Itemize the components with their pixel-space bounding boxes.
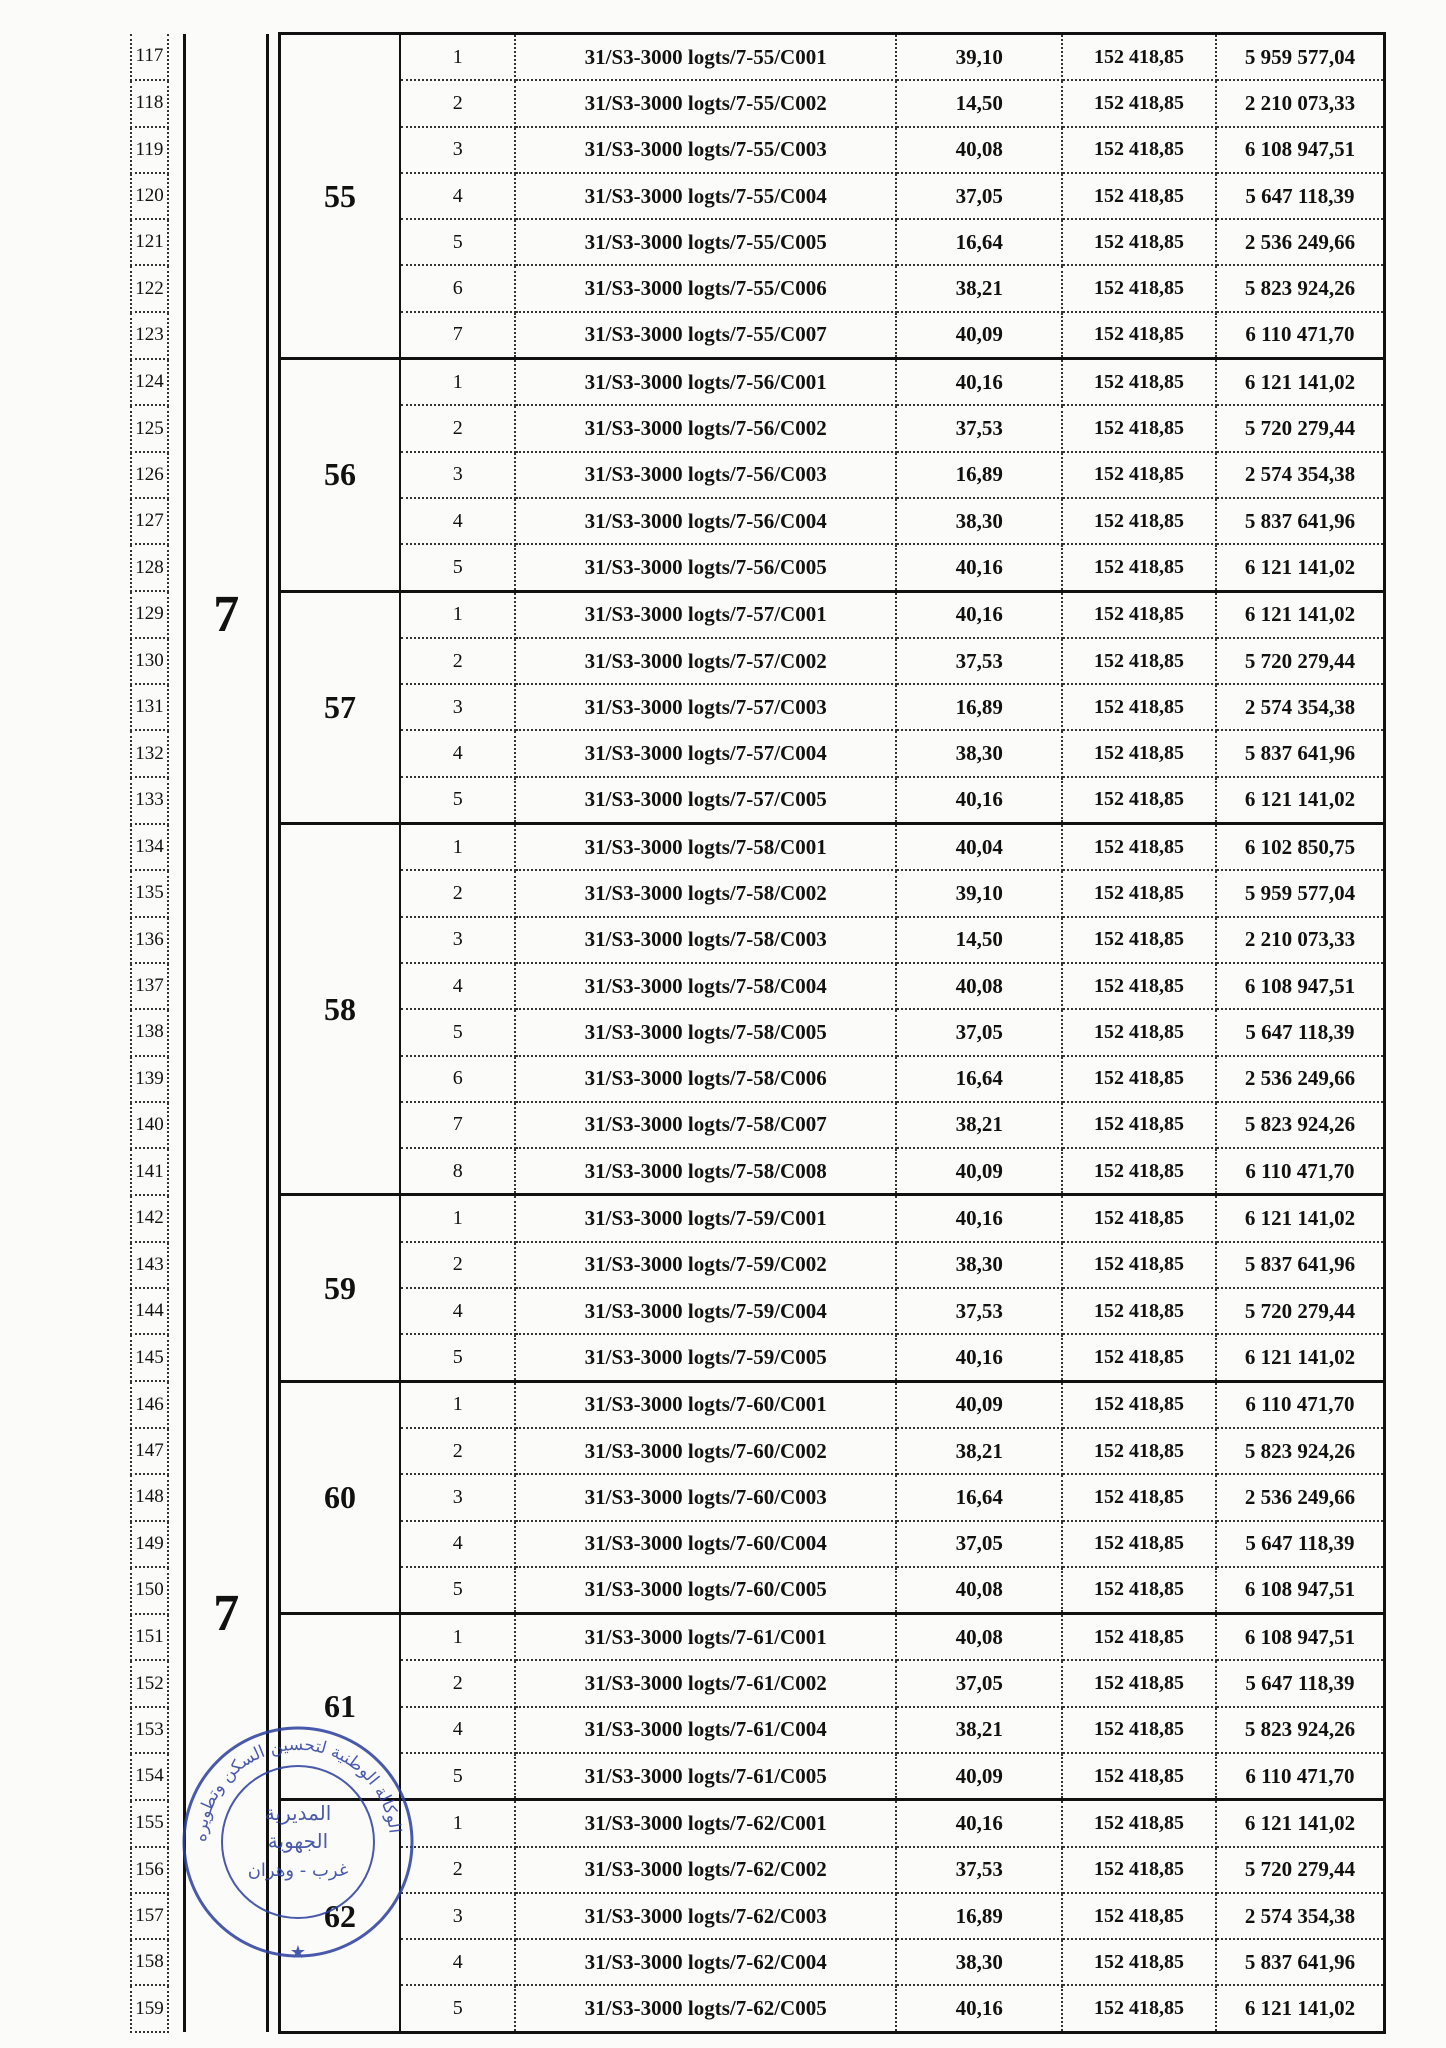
lot-reference: 31/S3-3000 logts/7-57/C002 [515,638,896,684]
lot-index: 1 [400,34,515,81]
row-number: 156 [131,1847,168,1893]
table-row [131,34,1385,81]
unit-price: 152 418,85 [1062,1939,1216,1985]
unit-price: 152 418,85 [1062,312,1216,359]
lot-index: 8 [400,1148,515,1195]
lot-reference: 31/S3-3000 logts/7-59/C001 [515,1195,896,1242]
lot-index: 4 [400,963,515,1009]
row-number: 146 [131,1381,168,1428]
unit-price: 152 418,85 [1062,544,1216,591]
lot-total: 6 121 141,02 [1216,1800,1385,1847]
lot-reference: 31/S3-3000 logts/7-58/C003 [515,917,896,963]
ilot-number: 58 [279,824,400,1195]
lot-surface: 37,53 [896,405,1062,451]
lot-reference: 31/S3-3000 logts/7-56/C005 [515,544,896,591]
unit-price: 152 418,85 [1062,1753,1216,1800]
unit-price: 152 418,85 [1062,80,1216,126]
row-number: 134 [131,824,168,871]
lot-total: 5 823 924,26 [1216,1707,1385,1753]
lot-reference: 31/S3-3000 logts/7-60/C002 [515,1428,896,1474]
lot-total: 6 110 471,70 [1216,1381,1385,1428]
unit-price: 152 418,85 [1062,265,1216,311]
lot-reference: 31/S3-3000 logts/7-59/C005 [515,1334,896,1381]
unit-price: 152 418,85 [1062,730,1216,776]
table-row [131,1614,1385,1661]
lot-total: 2 210 073,33 [1216,80,1385,126]
lot-surface: 38,30 [896,1939,1062,1985]
zone-number: 7 [185,1195,268,2032]
ilot-number: 59 [279,1195,400,1381]
unit-price: 152 418,85 [1062,359,1216,406]
lot-total: 5 647 118,39 [1216,1660,1385,1706]
lot-surface: 16,64 [896,1056,1062,1102]
lot-surface: 40,09 [896,1148,1062,1195]
lot-surface: 40,16 [896,544,1062,591]
lot-reference: 31/S3-3000 logts/7-62/C004 [515,1939,896,1985]
row-number: 142 [131,1195,168,1242]
lot-reference: 31/S3-3000 logts/7-58/C004 [515,963,896,1009]
lot-total: 5 720 279,44 [1216,1288,1385,1334]
lot-surface: 40,08 [896,1567,1062,1614]
lot-index: 1 [400,1614,515,1661]
lot-total: 2 536 249,66 [1216,1474,1385,1520]
lot-index: 5 [400,1009,515,1055]
unit-price: 152 418,85 [1062,219,1216,265]
unit-price: 152 418,85 [1062,1288,1216,1334]
unit-price: 152 418,85 [1062,917,1216,963]
lot-surface: 37,05 [896,1660,1062,1706]
unit-price: 152 418,85 [1062,1985,1216,2032]
ilot-number: 55 [279,34,400,359]
lot-reference: 31/S3-3000 logts/7-62/C003 [515,1893,896,1939]
lot-index: 6 [400,1056,515,1102]
lot-surface: 37,53 [896,1288,1062,1334]
row-number: 147 [131,1428,168,1474]
table-row [131,824,1385,871]
lot-surface: 14,50 [896,917,1062,963]
row-number: 136 [131,917,168,963]
lot-surface: 16,64 [896,1474,1062,1520]
lot-index: 6 [400,265,515,311]
row-number: 132 [131,730,168,776]
lot-index: 4 [400,1288,515,1334]
lot-surface: 40,08 [896,963,1062,1009]
lot-total: 6 108 947,51 [1216,963,1385,1009]
lot-reference: 31/S3-3000 logts/7-55/C005 [515,219,896,265]
stamp-center-line-1: المديرية [264,1801,332,1825]
lot-total: 5 647 118,39 [1216,1009,1385,1055]
lot-reference: 31/S3-3000 logts/7-57/C005 [515,777,896,824]
table-row [131,1381,1385,1428]
unit-price: 152 418,85 [1062,173,1216,219]
unit-price: 152 418,85 [1062,1242,1216,1288]
spacer [268,34,279,1195]
unit-price: 152 418,85 [1062,1381,1216,1428]
table-row [131,591,1385,638]
lot-surface: 40,16 [896,777,1062,824]
official-stamp [178,1722,418,1962]
lot-reference: 31/S3-3000 logts/7-56/C003 [515,452,896,498]
lot-total: 5 823 924,26 [1216,1428,1385,1474]
unit-price: 152 418,85 [1062,1800,1216,1847]
lot-index: 1 [400,359,515,406]
lot-reference: 31/S3-3000 logts/7-58/C002 [515,870,896,916]
lot-index: 2 [400,1660,515,1706]
lot-total: 5 837 641,96 [1216,730,1385,776]
unit-price: 152 418,85 [1062,127,1216,173]
lot-total: 6 110 471,70 [1216,1753,1385,1800]
lot-index: 4 [400,1939,515,1985]
unit-price: 152 418,85 [1062,1521,1216,1567]
row-number: 153 [131,1707,168,1753]
ilot-number: 61 [279,1614,400,1800]
lot-total: 5 647 118,39 [1216,173,1385,219]
ilot-number: 60 [279,1381,400,1613]
row-number: 127 [131,498,168,544]
lot-index: 3 [400,127,515,173]
lot-surface: 40,16 [896,1195,1062,1242]
unit-price: 152 418,85 [1062,1334,1216,1381]
lot-index: 3 [400,1893,515,1939]
lot-reference: 31/S3-3000 logts/7-58/C001 [515,824,896,871]
lot-index: 2 [400,870,515,916]
lot-reference: 31/S3-3000 logts/7-57/C003 [515,684,896,730]
lot-surface: 40,08 [896,127,1062,173]
row-number: 130 [131,638,168,684]
row-number: 135 [131,870,168,916]
lot-index: 2 [400,638,515,684]
lot-reference: 31/S3-3000 logts/7-60/C001 [515,1381,896,1428]
lot-surface: 14,50 [896,80,1062,126]
lot-surface: 16,89 [896,1893,1062,1939]
lot-index: 5 [400,544,515,591]
row-number: 138 [131,1009,168,1055]
lot-reference: 31/S3-3000 logts/7-62/C002 [515,1847,896,1893]
row-number: 120 [131,173,168,219]
lot-index: 4 [400,730,515,776]
lot-surface: 40,16 [896,359,1062,406]
lot-index: 1 [400,1195,515,1242]
unit-price: 152 418,85 [1062,1660,1216,1706]
lot-surface: 40,09 [896,1381,1062,1428]
lot-surface: 16,64 [896,219,1062,265]
lot-surface: 40,09 [896,312,1062,359]
row-number: 137 [131,963,168,1009]
unit-price: 152 418,85 [1062,1474,1216,1520]
lot-reference: 31/S3-3000 logts/7-61/C001 [515,1614,896,1661]
unit-price: 152 418,85 [1062,405,1216,451]
lot-reference: 31/S3-3000 logts/7-55/C002 [515,80,896,126]
lot-total: 2 536 249,66 [1216,219,1385,265]
unit-price: 152 418,85 [1062,498,1216,544]
lot-surface: 38,21 [896,1102,1062,1148]
unit-price: 152 418,85 [1062,777,1216,824]
lot-index: 2 [400,1242,515,1288]
lot-total: 5 720 279,44 [1216,638,1385,684]
lot-reference: 31/S3-3000 logts/7-60/C005 [515,1567,896,1614]
unit-price: 152 418,85 [1062,1102,1216,1148]
lot-reference: 31/S3-3000 logts/7-55/C003 [515,127,896,173]
lot-total: 5 837 641,96 [1216,498,1385,544]
lot-surface: 37,05 [896,173,1062,219]
lot-index: 5 [400,1334,515,1381]
row-number: 119 [131,127,168,173]
lot-index: 5 [400,1753,515,1800]
lot-total: 5 959 577,04 [1216,34,1385,81]
lot-reference: 31/S3-3000 logts/7-55/C007 [515,312,896,359]
lot-reference: 31/S3-3000 logts/7-56/C002 [515,405,896,451]
row-number: 129 [131,591,168,638]
lot-reference: 31/S3-3000 logts/7-57/C004 [515,730,896,776]
lot-total: 2 210 073,33 [1216,917,1385,963]
unit-price: 152 418,85 [1062,452,1216,498]
row-number: 155 [131,1800,168,1847]
lot-surface: 38,21 [896,265,1062,311]
row-number: 148 [131,1474,168,1520]
stamp-center-line-2: الجهوية [267,1829,329,1853]
lot-reference: 31/S3-3000 logts/7-61/C004 [515,1707,896,1753]
row-number: 159 [131,1985,168,2032]
lot-index: 3 [400,452,515,498]
row-number: 145 [131,1334,168,1381]
unit-price: 152 418,85 [1062,1009,1216,1055]
row-number: 144 [131,1288,168,1334]
lot-index: 4 [400,1521,515,1567]
lot-surface: 38,21 [896,1428,1062,1474]
lot-total: 2 536 249,66 [1216,1056,1385,1102]
zone-number: 7 [185,34,268,1195]
lot-surface: 40,16 [896,1985,1062,2032]
lot-surface: 38,30 [896,1242,1062,1288]
unit-price: 152 418,85 [1062,1148,1216,1195]
lot-surface: 39,10 [896,34,1062,81]
lot-index: 4 [400,1707,515,1753]
lot-surface: 38,30 [896,498,1062,544]
unit-price: 152 418,85 [1062,870,1216,916]
unit-price: 152 418,85 [1062,1893,1216,1939]
row-number: 151 [131,1614,168,1661]
row-number: 150 [131,1567,168,1614]
lot-index: 2 [400,80,515,126]
lot-index: 2 [400,1847,515,1893]
lot-surface: 16,89 [896,684,1062,730]
lot-surface: 40,08 [896,1614,1062,1661]
lot-index: 3 [400,917,515,963]
row-number: 152 [131,1660,168,1706]
spacer [168,34,185,1195]
lot-total: 6 121 141,02 [1216,1334,1385,1381]
lot-total: 6 121 141,02 [1216,544,1385,591]
row-number: 128 [131,544,168,591]
lot-total: 5 823 924,26 [1216,1102,1385,1148]
lot-surface: 37,05 [896,1009,1062,1055]
unit-price: 152 418,85 [1062,34,1216,81]
row-number: 154 [131,1753,168,1800]
row-number: 126 [131,452,168,498]
lot-index: 4 [400,173,515,219]
lot-total: 6 121 141,02 [1216,777,1385,824]
lot-reference: 31/S3-3000 logts/7-62/C005 [515,1985,896,2032]
row-number: 124 [131,359,168,406]
lot-surface: 39,10 [896,870,1062,916]
lot-total: 6 108 947,51 [1216,1567,1385,1614]
lot-surface: 38,21 [896,1707,1062,1753]
lot-total: 6 121 141,02 [1216,1985,1385,2032]
row-number: 141 [131,1148,168,1195]
lot-total: 5 647 118,39 [1216,1521,1385,1567]
lot-total: 6 110 471,70 [1216,1148,1385,1195]
lot-surface: 37,53 [896,638,1062,684]
row-number: 139 [131,1056,168,1102]
lot-total: 5 837 641,96 [1216,1939,1385,1985]
row-number: 131 [131,684,168,730]
unit-price: 152 418,85 [1062,1707,1216,1753]
row-number: 149 [131,1521,168,1567]
lot-reference: 31/S3-3000 logts/7-58/C007 [515,1102,896,1148]
lot-surface: 37,53 [896,1847,1062,1893]
lot-index: 2 [400,405,515,451]
unit-price: 152 418,85 [1062,1195,1216,1242]
lot-surface: 40,04 [896,824,1062,871]
unit-price: 152 418,85 [1062,824,1216,871]
lot-total: 5 720 279,44 [1216,405,1385,451]
unit-price: 152 418,85 [1062,1056,1216,1102]
unit-price: 152 418,85 [1062,1847,1216,1893]
unit-price: 152 418,85 [1062,1614,1216,1661]
lot-surface: 16,89 [896,452,1062,498]
lot-total: 6 102 850,75 [1216,824,1385,871]
lot-total: 5 823 924,26 [1216,265,1385,311]
lot-index: 1 [400,1381,515,1428]
stamp-ring-text: الوكالة الوطنية لتحسين السكن وتطويره [190,1734,405,1843]
lot-reference: 31/S3-3000 logts/7-58/C005 [515,1009,896,1055]
lot-index: 7 [400,1102,515,1148]
lot-surface: 40,16 [896,1800,1062,1847]
lot-total: 5 959 577,04 [1216,870,1385,916]
lot-surface: 40,16 [896,1334,1062,1381]
unit-price: 152 418,85 [1062,1567,1216,1614]
lot-index: 5 [400,1567,515,1614]
lot-reference: 31/S3-3000 logts/7-56/C004 [515,498,896,544]
stamp-star-icon: ★ [289,1942,307,1962]
lot-total: 6 121 141,02 [1216,591,1385,638]
ilot-number: 62 [279,1800,400,2032]
lot-index: 5 [400,219,515,265]
unit-price: 152 418,85 [1062,963,1216,1009]
row-number: 117 [131,34,168,81]
row-number: 121 [131,219,168,265]
lot-reference: 31/S3-3000 logts/7-61/C005 [515,1753,896,1800]
lot-index: 5 [400,1985,515,2032]
lot-index: 5 [400,777,515,824]
row-number: 143 [131,1242,168,1288]
lot-total: 2 574 354,38 [1216,452,1385,498]
unit-price: 152 418,85 [1062,591,1216,638]
lot-total: 2 574 354,38 [1216,684,1385,730]
row-number: 118 [131,80,168,126]
ilot-number: 56 [279,359,400,591]
lot-total: 6 108 947,51 [1216,127,1385,173]
row-number: 133 [131,777,168,824]
lot-reference: 31/S3-3000 logts/7-55/C004 [515,173,896,219]
lot-total: 6 110 471,70 [1216,312,1385,359]
lot-index: 3 [400,1474,515,1520]
row-number: 125 [131,405,168,451]
lot-total: 5 720 279,44 [1216,1847,1385,1893]
lot-reference: 31/S3-3000 logts/7-56/C001 [515,359,896,406]
lot-reference: 31/S3-3000 logts/7-58/C006 [515,1056,896,1102]
lot-total: 6 108 947,51 [1216,1614,1385,1661]
row-number: 140 [131,1102,168,1148]
lot-index: 4 [400,498,515,544]
lot-surface: 38,30 [896,730,1062,776]
lot-index: 2 [400,1428,515,1474]
lot-total: 6 121 141,02 [1216,1195,1385,1242]
lot-reference: 31/S3-3000 logts/7-55/C001 [515,34,896,81]
stamp-center-line-3: غرب - وهران [247,1860,349,1881]
lot-index: 7 [400,312,515,359]
row-number: 158 [131,1939,168,1985]
table-row [131,359,1385,406]
lot-reference: 31/S3-3000 logts/7-57/C001 [515,591,896,638]
lot-total: 5 837 641,96 [1216,1242,1385,1288]
unit-price: 152 418,85 [1062,638,1216,684]
ilot-number: 57 [279,591,400,823]
table-row [131,1195,1385,1242]
lot-surface: 40,09 [896,1753,1062,1800]
lot-index: 1 [400,1800,515,1847]
lot-reference: 31/S3-3000 logts/7-59/C004 [515,1288,896,1334]
row-number: 157 [131,1893,168,1939]
lot-reference: 31/S3-3000 logts/7-60/C003 [515,1474,896,1520]
unit-price: 152 418,85 [1062,684,1216,730]
lot-surface: 37,05 [896,1521,1062,1567]
lot-index: 3 [400,684,515,730]
lot-reference: 31/S3-3000 logts/7-58/C008 [515,1148,896,1195]
lot-reference: 31/S3-3000 logts/7-55/C006 [515,265,896,311]
lot-reference: 31/S3-3000 logts/7-61/C002 [515,1660,896,1706]
lot-index: 1 [400,591,515,638]
lot-reference: 31/S3-3000 logts/7-59/C002 [515,1242,896,1288]
lot-total: 6 121 141,02 [1216,359,1385,406]
lot-index: 1 [400,824,515,871]
lot-total: 2 574 354,38 [1216,1893,1385,1939]
lot-reference: 31/S3-3000 logts/7-62/C001 [515,1800,896,1847]
lot-reference: 31/S3-3000 logts/7-60/C004 [515,1521,896,1567]
unit-price: 152 418,85 [1062,1428,1216,1474]
row-number: 123 [131,312,168,359]
lot-surface: 40,16 [896,591,1062,638]
row-number: 122 [131,265,168,311]
